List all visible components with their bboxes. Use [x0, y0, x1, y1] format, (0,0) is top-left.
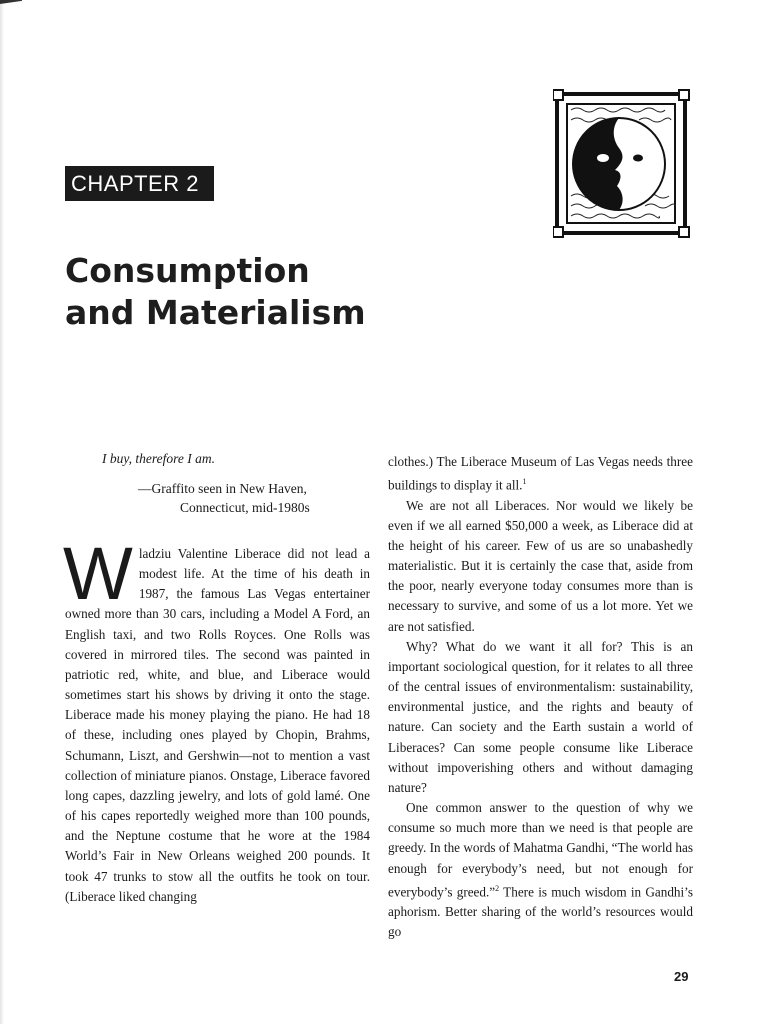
- page-number: 29: [674, 969, 689, 984]
- chapter-title-line-1: Consumption: [65, 251, 310, 290]
- epigraph-source-line-2: Connecticut, mid-1980s: [180, 500, 310, 515]
- epigraph-source: [102, 479, 362, 517]
- chapter-label: CHAPTER 2: [65, 166, 214, 201]
- chapter-title: [65, 250, 485, 334]
- paragraph-text: There is much wisdom in Gandhi’s aphorism. Better sharing of the world’s resources would go: [388, 884, 693, 940]
- paragraph-continuation-text: clothes.) The Liberace Museum of Las Vegas needs three buildings to display it all.: [388, 454, 693, 493]
- chapter-title-line-2: and Materialism: [65, 293, 366, 332]
- body-column-left: [63, 532, 370, 907]
- faces-yin-yang-emblem-icon: [553, 88, 690, 239]
- epigraph-quote: I buy, therefore I am.: [102, 451, 215, 466]
- paragraph: Why? What do we want it all for? This is an important sociological question, for it relates to all three of the central issues of environmentalism: sustainability, environmental justice, and the rights and beauty of nature. Can society and the Earth sustain a world of Liberaces? Can some people consume like Liberace without impoverishing others and without damaging nature?: [388, 638, 693, 795]
- footnote-ref-1[interactable]: 1: [522, 477, 527, 487]
- epigraph: [102, 451, 362, 517]
- footnote-ref-2[interactable]: 2: [495, 883, 500, 893]
- opening-paragraph: [63, 532, 370, 907]
- paragraph-continuation: [388, 452, 693, 496]
- paragraph-text: One common answer to the question of why we consume so much more than we need is that people are greedy. In the words of Mahatma Gandhi, “The world has enough for everybody’s need, but not enough for everybody’s greed.”: [388, 800, 693, 900]
- paragraph: We are not all Liberaces. Nor would we likely be even if we all earned $50,000 a week, as Liberace did at the height of his career. Few of us are so unabashedly materialistic. But it is certainly the case that, aside from the poor, nearly everyone today consumes more than is necessary to survive, and some of us a lot more. Yet we are not satisfied.: [388, 497, 693, 634]
- body-column-right: [388, 452, 693, 943]
- opening-paragraph-text: ladziu Valentine Liberace did not lead a modest life. At the time of his death in 1987, the famous Las Vegas entertainer owned more than 30 cars, including a Model A Ford, an English taxi, and two Rolls Royces. One Rolls was covered in mirrored tiles. The second was painted in patriotic red, white, and blue, and Liberace would sometimes start his shows by driving it onto the stage. Liberace made his money playing the piano. He had 18 of these, including ones played by Chopin, Brahms, Schumann, Liszt, and Gershwin—not to mention a vast collection of miniature pianos. Onstage, Liberace favored long capes, dazzling jewelry, and lots of gold lamé. One of his capes reportedly weighed more than 100 pounds, and the Neptune costume that he wore at the 1984 World’s Fair in New Orleans weighed 200 pounds. It took 47 trunks to stow all the outfits he took on tour. (Liberace liked changing: [65, 546, 370, 904]
- drop-cap: W: [63, 532, 133, 615]
- epigraph-source-line-1: —Graffito seen in New Haven,: [138, 481, 307, 496]
- page-edge-shadow: [0, 0, 4, 1024]
- corner-mark: [0, 0, 22, 4]
- paragraph: [388, 798, 693, 942]
